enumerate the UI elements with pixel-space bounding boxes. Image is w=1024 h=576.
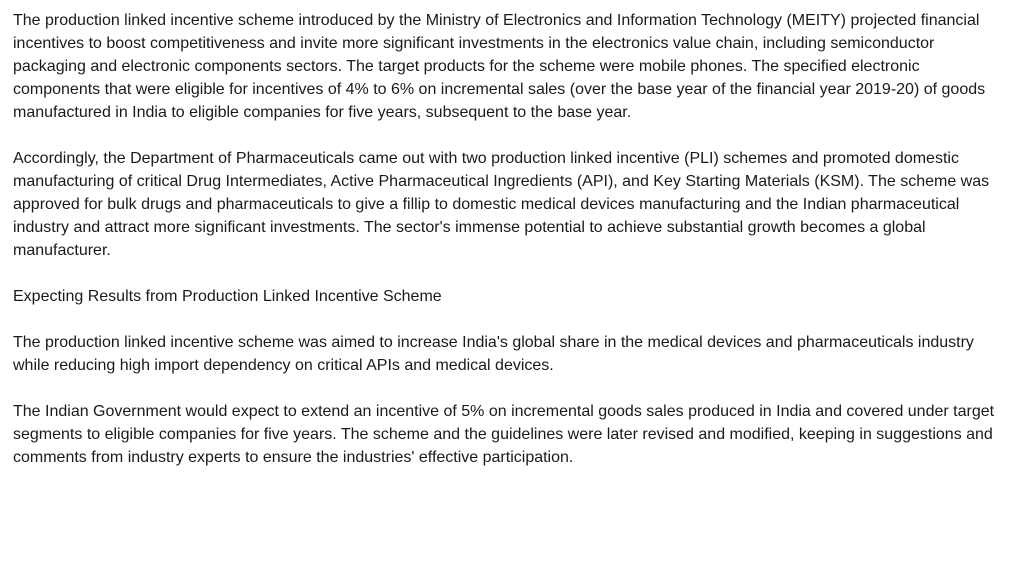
section-heading: Expecting Results from Production Linked Incentive Scheme xyxy=(13,288,442,305)
paragraph-pharma-pli: Accordingly, the Department of Pharmaceuticals came out with two production linked incentive (PLI) schemes and promoted domestic manufacturing of critical Drug Intermediates, Active Pharmaceutical Ingredients (API), and Key Starting Materials (KSM). The scheme was approved for bulk drugs and pharmaceuticals to give a fillip to domestic medical devices manufacturing and the Indian pharmaceutical industry and attract more significant investments. The sector's immense potential to achieve substantial growth becomes a global manufacturer. xyxy=(13,150,990,259)
paragraph-incentive-5-percent: The Indian Government would expect to extend an incentive of 5% on incremental goods sales produced in India and covered under target segments to eligible companies for five years. The scheme and the guidelines were later revised and modified, keeping in suggestions and comments from industry experts to ensure the industries' effective participation. xyxy=(13,403,995,466)
paragraph-global-share: The production linked incentive scheme was aimed to increase India's global share in the medical devices and pharmaceuticals industry while reducing high import dependency on critical APIs and medical devices. xyxy=(13,334,974,374)
paragraph-meity-scheme: The production linked incentive scheme introduced by the Ministry of Electronics and Information Technology (MEITY) projected financial incentives to boost competitiveness and invite more significant investments in the electronics value chain, including semiconductor packaging and electronic components sectors. The target products for the scheme were mobile phones. The specified electronic components that were eligible for incentives of 4% to 6% on incremental sales (over the base year of the financial year 2019-20) of goods manufactured in India to eligible companies for five years, subsequent to the base year. xyxy=(13,12,986,121)
